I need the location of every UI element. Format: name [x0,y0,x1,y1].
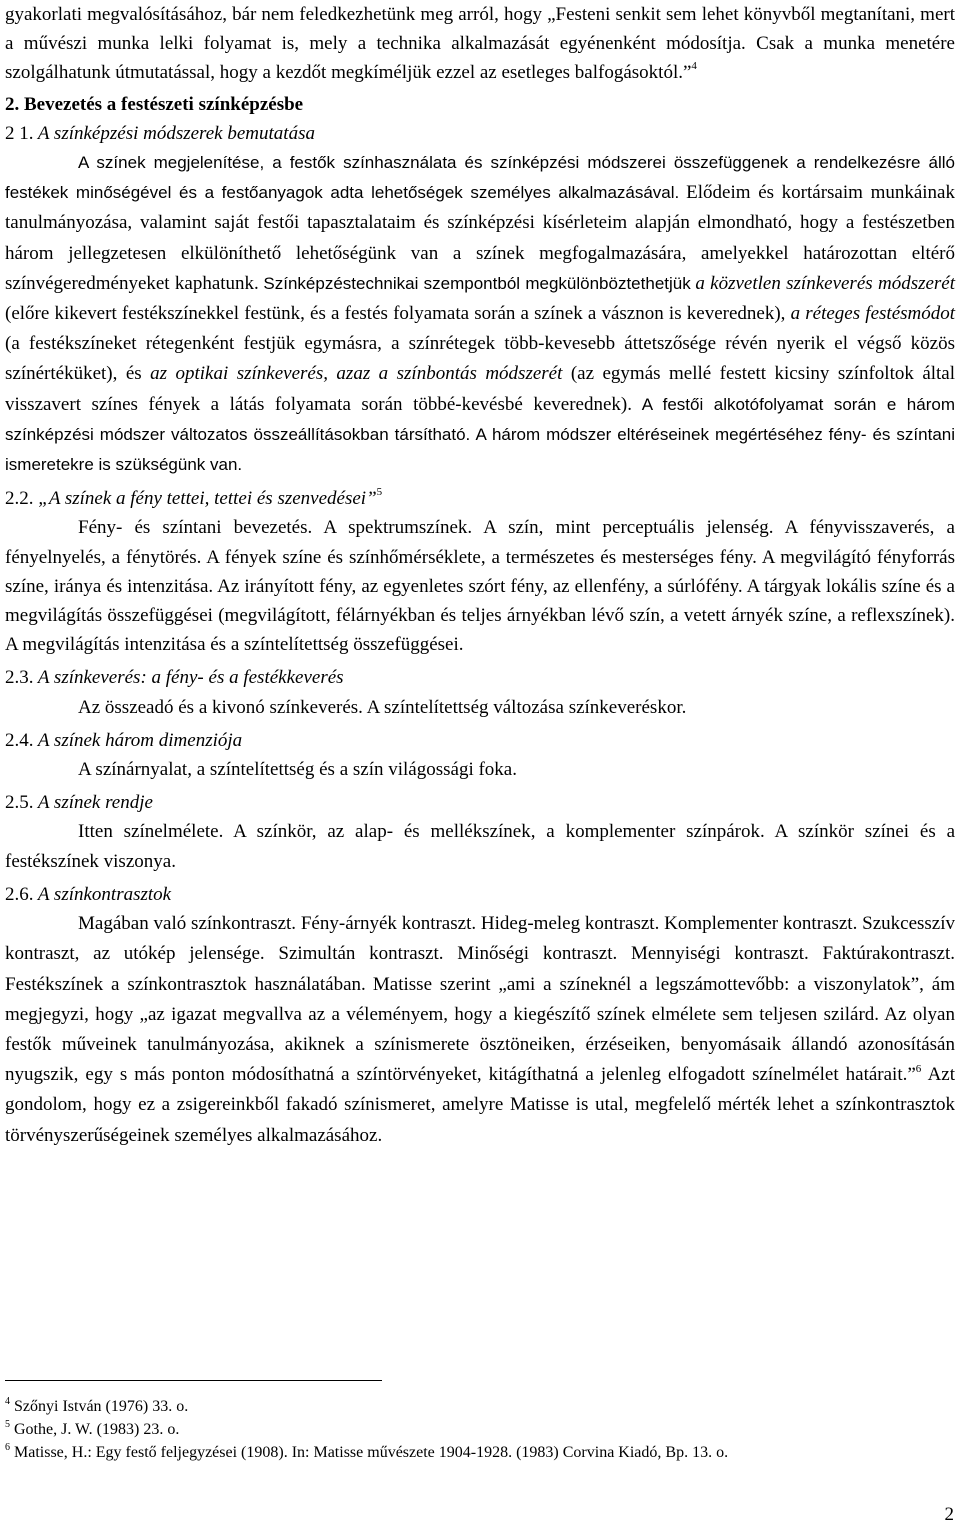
page-number: 2 [944,1504,954,1525]
section-2-4-number: 2.4. [5,729,34,751]
section-2-6-body [5,909,955,1151]
footnote-item [5,1418,955,1441]
footnote-item [5,1441,955,1464]
section-2-3-heading [5,663,955,692]
method-direct-mixing: a közvetlen színkeverés módszerét [695,272,956,294]
footnote-number: 6 [5,1441,10,1453]
section-2-5-title: A színek rendje [37,792,153,814]
method-1-text: (előre kikevert festékszínekkel festünk, és a festés folyamata során a színek a vásznon is keverednek), [5,303,786,325]
method-2-text: (a festékszíneket rétegenként festjük egymásra, a színrétegek több-kevesebb áttetszősége révén nyerik el végső közös színértéküket), és [5,333,955,385]
section-2-2-title: „A színek a fény tettei, tettei és szenvedései” [38,488,377,510]
footnote-text: Matisse, H.: Egy festő feljegyzései (1908). In: Matisse művészete 1904-1928. (1983) Corvina Kiadó, Bp. 13. o. [14,1444,729,1461]
section-2-6-text-1: Magában való színkontraszt. Fény-árnyék kontraszt. Hideg-meleg kontraszt. Komplementer kontraszt. Szukcesszív kontraszt, az utókép jelensége. Szimultán kontraszt. Minőségi kontraszt. Mennyiségi kontraszt. Faktúrakontraszt. Festékszínek a színkontrasztok használatában. [5,913,955,995]
section-2-1-sans-text-3: A festői alkotófolyamat során e három színképzési módszer változatos összeállításokban társítható. [5,394,955,444]
footnote-number: 4 [5,1395,10,1407]
method-layered: a réteges festésmódot [790,303,956,325]
footnote-text: Gothe, J. W. (1983) 23. o. [14,1421,180,1438]
footnote-item [5,1395,955,1418]
section-2-4-body: A színárnyalat, a színtelítettség és a szín világossági foka. [78,759,517,781]
section-2-6-heading [5,880,955,909]
footnote-ref-6: 6 [915,1062,922,1075]
section-2-6-title: A színkontrasztok [37,883,172,905]
footnote-ref-5: 5 [376,485,383,498]
method-optical-mixing: az optikai színkeverés, azaz a színbontás módszerét [150,363,563,385]
footnote-number: 5 [5,1418,10,1430]
section-2-5-number: 2.5. [5,792,34,814]
section-2-1-heading [5,119,955,148]
section-2-2-heading [5,484,955,513]
method-3-text: (az egymás mellé festett kicsiny színfoltok által visszavert színes fények a látás folyamata során többé-kevésbé keverednek). [5,363,956,415]
section-2-3-title: A színkeverés: a fény- és a festékkeverés [37,667,344,689]
section-2-1-sans-text-4: A három módszer eltéréseinek megértéséhez fény- és színtani ismeretekre is szükségünk van. [5,424,956,475]
section-2-1-sans-text: A színek megjelenítése, a festők színhasználata és színképzési módszerei összefüggenek a rendelkezésre álló festékek minőségével és a festőanyagok adta lehetőségek személyes alkalmazásával. [5,153,955,203]
section-2-5-body: Itten színelmélete. A színkör, az alap- és mellékszínek, a komplementer színpárok. A színkör színei és a festékszínek viszonya. [5,821,955,872]
intro-text: gyakorlati megvalósításához, bár nem feledkezhetünk meg arról, hogy „Festeni senkit sem lehet könyvből megtanítani, mert a művészi munka lelki folyamat is, mely a technika alkalmazását egyénenként módosítja. Csak a munka menetére szolgálhatunk útmutatással, hogy a kezdőt megkíméljük ezzel az esetleges balfogásoktól.” [5,4,955,84]
section-2-1-title: A színképzési módszerek bemutatása [37,122,315,144]
section-2-5-heading [5,788,955,817]
footnote-text: Szőnyi István (1976) 33. o. [14,1398,189,1415]
section-2-2-number: 2.2. [5,488,34,510]
section-2-1-serif-text: Elődeim és kortársaim munkáinak tanulmányozása, valamint saját festői tapasztalataim és színképzési kísérleteim alapján elmondható, hogy a festészetben három jellegzetesen elkülöníthető lehetőségünk van a színek megfogalmazására, amelyekkel határozottan eltérő színvégeredményeket kaphatunk. [5,182,955,294]
section-2-2-body: Fény- és színtani bevezetés. A spektrumszínek. A szín, mint perceptuális jelenség. A fényvisszaverés, a fényelnyelés, a fénytörés. A fények színe és színhőmérséklete, a természetes és mesterséges fény. A megvilágító fényforrás színe, iránya és intenzitása. Az irányított fény, az egyenletes szórt fény, az ellenfény, a súrlófény. A tárgyak lokális színe és a megvilágítás összefüggései (megvilágított, félárnyékban és teljes árnyékban lévő szín, a vetett árnyék színe, a reflexszínek). A megvilágítás intenzitása és a színtelítettség összefüggései. [5,517,955,656]
document-page [5,0,955,1151]
footnote-ref-4: 4 [691,60,697,73]
section-2-1-number: 2 1. [5,122,34,144]
intro-paragraph [5,0,955,88]
section-2-3-body: Az összeadó és a kivonó színkeverés. A színtelítettség változása színkeveréskor. [78,696,687,718]
section-2-6-number: 2.6. [5,883,34,905]
section-2-heading: 2. Bevezetés a festészeti színképzésbe [5,93,304,115]
section-2-4-title: A színek három dimenziója [37,729,243,751]
section-2-3-number: 2.3. [5,667,34,689]
section-2-4-heading [5,726,955,755]
section-2-6-text-2: Matisse szerint „ami a színeknél a legszámottevőbb: a viszonylatok”, ám megjegyzi, hogy „az igazat megvallva az a véleményem, hogy a kiegészítő színek elmélete sem teljesen szilárd. Az olyan festők műveinek tanulmányozása, akiknek a színismerete ösztöneiken, érzéseiken, benyomásaik állandó azonosításán nyugszik, egy s más ponton módosíthatná a színtörvényeket, kitágíthatná a jelenleg elfogadott színelmélet határait.” [5,973,955,1086]
section-2-1-sans-text-2: Színképzéstechnikai szempontból megkülönböztethetjük [263,273,691,293]
section-2-6-text-3: Azt gondolom, hogy ez a zsigereinkből fakadó színismeret, amelyre Matisse is utal, megfelelő mérték lehet a színkontrasztok törvényszerűségeinek személyes alkalmazásához. [5,1064,955,1146]
footnote-separator [5,1380,382,1381]
footnotes [5,1395,955,1464]
section-2-1-methods [5,273,955,415]
section-2-1-body [5,148,955,480]
